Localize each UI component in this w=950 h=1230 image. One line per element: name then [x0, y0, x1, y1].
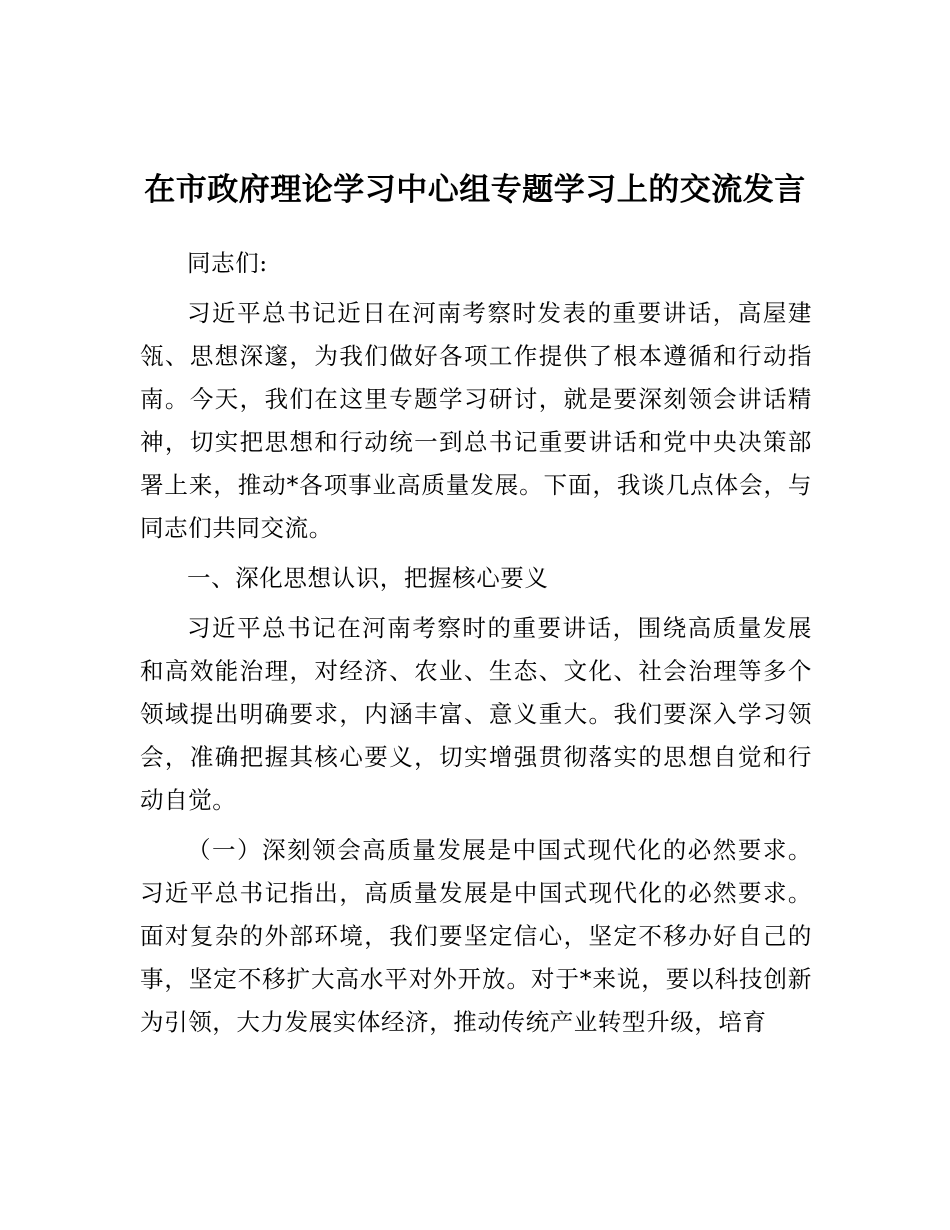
salutation: 同志们: — [187, 249, 268, 277]
paragraph-intro: 习近平总书记近日在河南考察时发表的重要讲话，高屋建瓴、思想深邃，为我们做好各项工作提供了根本遵循和行动指南。今天，我们在这里专题学习研讨，就是要深刻领会讲话精神，切实把思想和行动统一到总书记重要讲话和党中央决策部署上来，推动*各项事业高质量发展。下面，我谈几点体会，与同志们共同交流。 — [140, 299, 812, 542]
paragraph-subsection-1: （一）深刻领会高质量发展是中国式现代化的必然要求。习近平总书记指出，高质量发展是中国式现代化的必然要求。面对复杂的外部环境，我们要坚定信心，坚定不移办好自己的事，坚定不移扩大高水平对外开放。对于*来说，要以科技创新为引领，大力发展实体经济，推动传统产业转型升级，培育 — [140, 836, 812, 1036]
paragraph-section-1: 习近平总书记在河南考察时的重要讲话，围绕高质量发展和高效能治理，对经济、农业、生态、文化、社会治理等多个领域提出明确要求，内涵丰富、意义重大。我们要深入学习领会，准确把握其核心要义，切实增强贯彻落实的思想自觉和行动自觉。 — [140, 614, 812, 814]
document-body — [140, 242, 812, 1051]
document-title: 在市政府理论学习中心组专题学习上的交流发言 — [144, 172, 806, 208]
section-heading-1: 一、深化思想认识，把握核心要义 — [187, 564, 549, 592]
